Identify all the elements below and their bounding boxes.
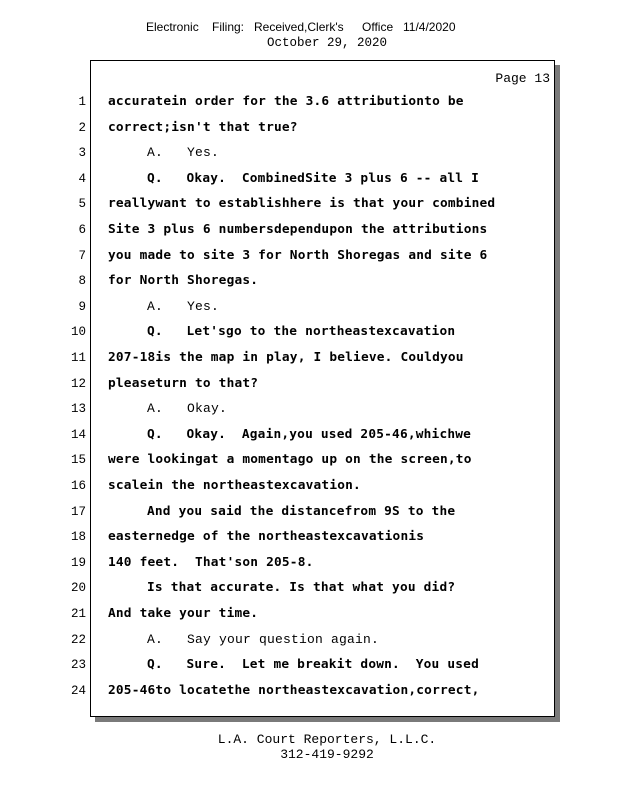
footer [0,732,618,762]
line-number: 10 [70,325,86,340]
line-number: 4 [78,171,86,186]
line-number: 23 [70,658,86,673]
line-number: 17 [70,504,86,519]
transcript-line: reallywant to establishhere is that your combined [108,196,496,212]
line-number: 16 [70,479,86,493]
transcript-line: Is that accurate. Is that what you did? [147,580,456,596]
transcript-line: Q. Okay. Again,you used 205-46,whichwe [147,426,472,442]
transcript-line: A. Say your question again. [147,631,380,647]
transcript-line: correct;isn't that true? [108,119,298,135]
line-number: 3 [78,146,86,161]
line-number: 1 [78,95,86,109]
line-number: 8 [78,274,86,289]
transcript-line: you made to site 3 for North Shoregas and site 6 [108,247,488,263]
page-number: Page 13 [495,71,550,86]
transcript-line: accuratein order for the 3.6 attributionto be [108,94,464,109]
stamp-electronic: Electronic [146,20,199,34]
transcript-line: Q. Sure. Let me breakit down. You used [147,657,479,673]
transcript-line: Site 3 plus 6 numbersdependupon the attributions [108,222,488,237]
transcript-line: 140 feet. That'son 205-8. [108,554,314,570]
line-number: 21 [70,607,86,621]
line-number: 14 [70,427,86,442]
line-number: 2 [78,120,86,135]
transcript-line: 207-18is the map in play, I believe. Couldyou [108,350,464,365]
footer-phone: 312-419-9292 [280,747,374,762]
line-number: 9 [78,299,86,314]
transcript-line: A. Okay. [147,401,228,417]
transcript-line: And take your time. [108,606,259,621]
transcript-line: A. Yes. [147,145,220,161]
transcript-line: Q. Let'sgo to the northeastexcavation [147,324,456,340]
transcript-line: A. Yes. [147,298,220,314]
transcript-line: Q. Okay. CombinedSite 3 plus 6 -- all I [147,170,479,186]
line-number: 19 [70,555,86,570]
line-number: 15 [70,453,86,468]
transcript-line: And you said the distancefrom 9S to the [147,503,456,519]
transcript-line: scalein the northeastexcavation. [108,478,361,493]
stamp-received: Received,Clerk's [254,20,344,34]
line-number: 20 [70,581,86,596]
stamp-filing: Filing: [212,20,245,34]
footer-company: L.A. Court Reporters, L.L.C. [217,732,437,747]
line-number: 24 [70,683,86,698]
line-number: 12 [70,376,86,391]
line-number: 11 [70,351,86,365]
line-number: 7 [78,248,86,263]
transcript-line: were lookingat a momentago up on the screen,to [108,452,472,468]
stamp-date: 11/4/2020 [403,20,456,34]
transcript-line: for North Shoregas. [108,273,259,289]
line-number: 5 [78,197,86,212]
transcript-line: 205-46to locatethe northeastexcavation,correct, [108,682,480,698]
line-number: 22 [70,632,86,647]
header-date: October 29, 2020 [266,36,388,50]
stamp-office: Office [362,20,394,34]
transcript-line: pleaseturn to that? [108,375,259,391]
line-number: 18 [70,530,86,545]
line-number: 6 [78,223,86,237]
line-number: 13 [70,402,86,417]
transcript-line: easternedge of the northeastexcavationis [108,529,425,545]
